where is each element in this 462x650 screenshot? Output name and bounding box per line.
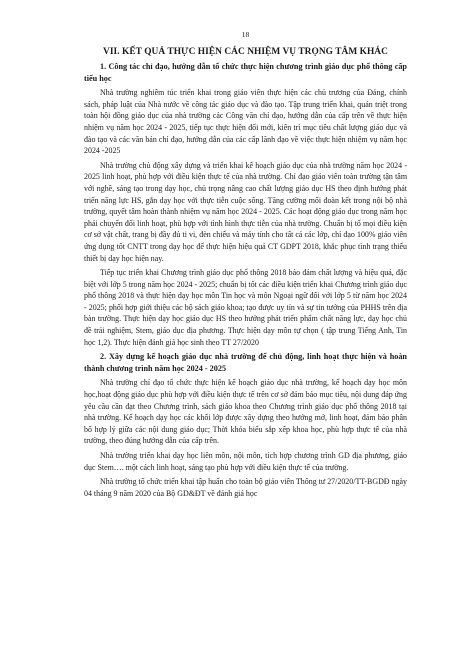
subsection-1-paragraph: Nhà trường nghiêm túc triển khai trong giáo viên thực hiện các chủ trương của Đảng, chính sách, pháp luật của Nhà nước về công tác giáo dục và đào tạo. Tập trung triển khai, quán triệt trong toàn hội đồng giáo dục của nhà trường các Công văn chỉ đạo, hướng dẫn của cấp trên về thực hiện nhiệm vụ năm học 2024 - 2025, tiếp tục thực hiện đổi mới, kiên trì mục tiêu chất lượng giáo dục và đào tạo và các văn bản chỉ đạo, hướng dẫn của các cấp lãnh đạo về việc thực hiện nhiệm vụ năm học 2024 -2025 (84, 88, 407, 156)
subsection-2-paragraph: Nhà trường triển khai dạy học liên môn, nội môn, tích hợp chương trình GD địa phương, giáo dục Stem…. một cách linh hoạt, sáng tạo phù hợp với điều kiện thực tế của trường. (84, 451, 407, 472)
subsection-2-paragraph: Nhà trường tổ chức triển khai tập huấn cho toàn bộ giáo viên Thông tư 27/2020/TT-BGDĐ ngày 04 tháng 9 năm 2020 của Bộ GD&ĐT về đánh giá học (84, 477, 407, 498)
subsection-1-heading: 1. Công tác chỉ đạo, hướng dẫn tổ chức thực hiện chương trình giáo dục phổ thông cấp tiểu học (84, 62, 407, 83)
subsection-2-paragraph: Nhà trường chỉ đạo tổ chức thực hiện kế hoạch giáo dục nhà trường, kế hoạch dạy học môn học,hoạt động giáo dục phù hợp với điều kiện thực tế trên cơ sở đảm bảo mục tiêu, nội dung đáp ứng yêu cầu cần đạt theo Chương trình, sách giáo khoa theo Chương trình giáo dục phổ thông 2018 tại nhà trường. Kế hoạch dạy học các khối lớp được xây dựng theo hướng mở, linh hoạt, đảm bảo phân bố hợp lý giữa các nội dung giáo dục; Thời khóa biểu sắp xếp khoa học, phù hợp thực tế của nhà trường, theo đúng hướng dẫn của cấp trên. (84, 378, 407, 446)
subsection-1-paragraph: Tiếp tục triển khai Chương trình giáo dục phổ thông 2018 bảo đảm chất lượng và hiệu quả, đặc biệt với lớp 5 trong năm học 2024 - 2025; chuẩn bị tốt các điều kiện triển khai Chương trình giáo dục phổ thông 2018 và thực hiện dạy học môn Tin học và môn Ngoại ngữ đối với lớp 5 từ năm học 2024 - 2025; phối hợp giới thiệu các bộ sách giáo khoa; tạo được uy tín và sự tin tưởng của PHHS trên địa bàn trường. Thực hiện dạy học giáo dục HS theo hướng phát triển phẩm chất năng lực, dạy học chủ đề trải nghiệm, Stem, giáo dục địa phương. Thực hiện dạy môn tự chọn ( tập trung Tiếng Anh, Tin học 1,2). Thực hiện đánh giá học sinh theo TT 27/2020 (84, 268, 407, 347)
page-number: 18 (241, 30, 250, 39)
section-title: VII. KẾT QUẢ THỰC HIỆN CÁC NHIỆM VỤ TRỌNG TÂM KHÁC (103, 47, 388, 57)
subsection-1-paragraph: Nhà trường chủ động xây dựng và triển khai kế hoạch giáo dục của nhà trường năm học 2024 - 2025 linh hoạt, phù hợp với điều kiện thực tế của nhà trường. Chỉ đạo giáo viên toàn trường tận tâm với nghề, sáng tạo trong dạy học, chủ trọng nâng cao chất lượng giáo dục HS theo định hướng phát triển năng lực HS, gắn dạy học với thực tiễn cuộc sống. Tăng cường mối đoàn kết trong nội bộ nhà trường, quyết tâm hoàn thành nhiệm vụ năm học 2024 - 2025. Các hoạt động giáo dục trong năm học phải chuyển đổi linh hoạt, phù hợp với tình hình thực tiễn của nhà trường. Chuẩn bị tố mọi điều kiện cơ sở vật chất, trang bị đầy đủ ti vi, đèn chiếu và máy tính cho tất cả các lớp, chỉ đạo 100% giáo viên ứng dụng tốt CNTT trong dạy học để thực hiện hiệu quả CT GDPT 2018, khắc phục tình trạng thiếu thiết bị dạy học hiện nay. (84, 160, 407, 263)
subsection-2-heading: 2. Xây dựng kế hoạch giáo dục nhà trường để chủ động, linh hoạt thực hiện và hoàn thành chương trình năm học 2024 - 2025 (84, 352, 407, 373)
